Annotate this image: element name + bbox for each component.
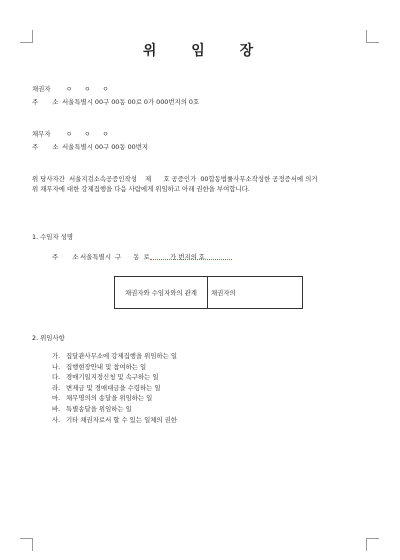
list-item: 바. 특별송달을 위임하는 일 <box>52 404 132 413</box>
list-item: 라. 변제금 및 경매대금을 수령하는 일 <box>52 383 161 392</box>
crop-mark-bottom-right <box>366 538 379 551</box>
list-item: 다. 경매기일지정신청 및 속구하는 일 <box>52 373 159 382</box>
relationship-table <box>114 276 303 309</box>
creditor-name: ㅇ ㅇ ㅇ <box>66 85 114 93</box>
debtor-name: ㅇ ㅇ ㅇ <box>66 130 114 138</box>
creditor-address: 서울특별시 00구 00동 00로 0가 000번지의 0호 <box>62 98 200 106</box>
debtor-label: 채무자 <box>32 130 51 138</box>
address-dotted-underline <box>150 259 232 260</box>
crop-mark-bottom-left <box>20 538 33 551</box>
list-item: 나. 집행현장안내 및 참여하는 일 <box>52 362 147 371</box>
section-2-title: 2. 위임사항 <box>32 334 65 342</box>
creditor-label: 채권자 <box>32 85 51 93</box>
relationship-label: 채권자와 수임자와의 관계 <box>125 289 197 297</box>
statement-paragraph <box>32 174 372 194</box>
debtor-address: 서울특별시 00구 00동 00번지 <box>62 143 149 151</box>
relationship-value: 채권자의 <box>211 289 236 297</box>
statement-line-1: 위 당사자간 서울지검소속공증인작성 제 호 공증인가 00합동법률사무소작성한 공정증서에 의거 <box>32 175 318 183</box>
section-1-title: 1. 수임자 성명 <box>32 233 74 241</box>
relationship-value-cell <box>207 277 302 308</box>
agent-address: 서울특별시 구 동 로 가 번지의 호 <box>80 253 205 261</box>
powers-list <box>52 351 177 425</box>
creditor-address-label: 주 소 <box>32 98 65 106</box>
agent-address-label: 주 소 <box>52 253 85 261</box>
list-item: 마. 채무명의의 송달을 위임하는 일 <box>52 394 153 403</box>
list-item: 사. 기타 채권자로서 할 수 있는 일체의 권한 <box>52 415 177 424</box>
debtor-address-label: 주 소 <box>32 143 65 151</box>
statement-line-2: 위 채무자에 대한 강제집행을 다음 사람에게 위임하고 아래 권한을 부여합니다. <box>32 185 250 193</box>
document-title: 위 임 장 <box>142 43 258 59</box>
list-item: 가. 집달관사무소에 강제집행을 위임하는 일 <box>52 352 178 360</box>
